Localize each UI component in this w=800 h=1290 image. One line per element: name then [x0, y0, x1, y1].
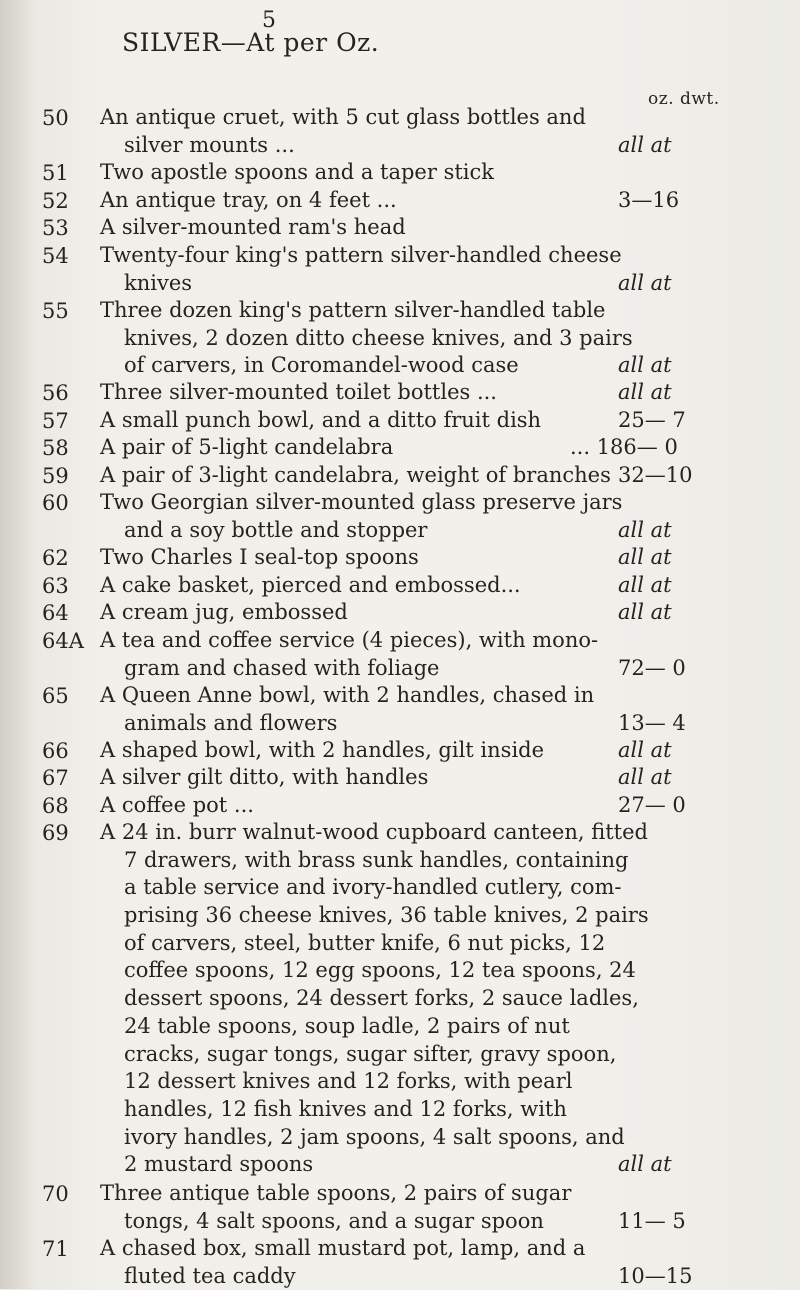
- lot-description: [100, 682, 608, 737]
- lot-description: [100, 104, 608, 159]
- lot-price: 25— 7: [618, 408, 686, 432]
- lot-price: ... 186— 0: [570, 435, 678, 459]
- lot-price: 3—16: [618, 188, 680, 212]
- lot-price: all at: [618, 517, 672, 542]
- price-column-header: oz. dwt.: [648, 89, 720, 109]
- description-line: 24 table spoons, soup ladle, 2 pairs of nut: [124, 1013, 570, 1038]
- lot-description: [100, 462, 611, 490]
- lot-description: [100, 1235, 608, 1290]
- lot-number: 71: [42, 1237, 69, 1261]
- lot-description: [100, 572, 608, 600]
- lot-price: all at: [618, 353, 672, 378]
- description-line: of carvers, in Coromandel-wood case: [124, 353, 519, 378]
- lot-number: 54: [42, 244, 69, 268]
- lot-price: 11— 5: [618, 1208, 686, 1233]
- lot-number: 65: [42, 684, 69, 708]
- lot-description: [100, 434, 608, 462]
- lot-number: 63: [42, 574, 69, 598]
- lot-price: 10—15: [618, 1263, 693, 1288]
- description-line: dessert spoons, 24 dessert forks, 2 sauce ladles,: [124, 986, 639, 1011]
- description-line: An antique tray, on 4 feet ...: [100, 188, 397, 212]
- lot-number: 53: [42, 216, 69, 240]
- lot-description: [100, 242, 622, 297]
- description-line: 7 drawers, with brass sunk handles, containing: [124, 847, 629, 872]
- lot-number: 70: [42, 1182, 69, 1206]
- lot-price: all at: [618, 1152, 672, 1177]
- lot-description: [100, 544, 608, 572]
- description-line: A tea and coffee service (4 pieces), with mono-: [100, 628, 599, 652]
- description-line: A silver gilt ditto, with handles: [100, 765, 429, 789]
- description-line: gram and chased with foliage: [124, 655, 440, 680]
- lot-description: [100, 627, 608, 682]
- description-line: An antique cruet, with 5 cut glass bottles and: [100, 105, 586, 129]
- lot-price: 72— 0: [618, 655, 686, 680]
- lot-price: 27— 0: [618, 793, 686, 817]
- description-line: coffee spoons, 12 egg spoons, 12 tea spoons, 24: [124, 958, 636, 983]
- description-line: fluted tea caddy: [124, 1263, 296, 1288]
- lot-description: [100, 792, 608, 820]
- lot-number: 66: [42, 739, 69, 763]
- description-line: A Queen Anne bowl, with 2 handles, chased in: [100, 683, 595, 707]
- lot-number: 51: [42, 161, 69, 185]
- description-line: A pair of 3-light candelabra, weight of branches: [100, 463, 611, 487]
- description-line: 12 dessert knives and 12 forks, with pearl: [124, 1069, 573, 1094]
- description-line: Three antique table spoons, 2 pairs of sugar: [100, 1181, 572, 1205]
- description-line: A chased box, small mustard pot, lamp, and a: [100, 1236, 586, 1260]
- lot-price: all at: [618, 545, 672, 569]
- description-line: Two apostle spoons and a taper stick: [100, 160, 494, 184]
- description-line: A small punch bowl, and a ditto fruit dish: [100, 408, 542, 432]
- description-line: A silver-mounted ram's head: [100, 215, 406, 239]
- lot-description: [100, 599, 608, 627]
- description-line: Two Charles I seal-top spoons: [100, 545, 419, 569]
- lot-description: [100, 764, 608, 792]
- lot-price: all at: [618, 270, 672, 295]
- lot-price: 13— 4: [618, 710, 686, 735]
- page-number: 5: [262, 8, 276, 33]
- lot-number: 55: [42, 299, 69, 323]
- lot-number: 59: [42, 464, 69, 488]
- lot-number: 64: [42, 601, 69, 625]
- lot-description: [100, 214, 608, 242]
- lot-price: all at: [618, 600, 672, 624]
- description-line: cracks, sugar tongs, sugar sifter, gravy spoon,: [124, 1041, 617, 1066]
- description-line: ivory handles, 2 jam spoons, 4 salt spoons, and: [124, 1124, 625, 1149]
- lot-number: 68: [42, 794, 69, 818]
- description-line: Two Georgian silver-mounted glass preserve jars: [100, 490, 623, 514]
- page-heading: SILVER—At per Oz.: [122, 28, 380, 57]
- description-line: Three silver-mounted toilet bottles ...: [100, 380, 497, 404]
- description-line: A 24 in. burr walnut-wood cupboard canteen, fitted: [100, 820, 648, 844]
- lot-price: all at: [618, 380, 672, 404]
- description-line: prising 36 cheese knives, 36 table knives, 2 pairs: [124, 903, 649, 928]
- description-line: 2 mustard spoons: [124, 1152, 314, 1177]
- lot-number: 60: [42, 491, 69, 515]
- lot-number: 56: [42, 381, 69, 405]
- lot-number: 50: [42, 106, 69, 130]
- lot-price: all at: [618, 132, 672, 157]
- description-line: A cake basket, pierced and embossed...: [100, 573, 521, 597]
- page-edge-shadow: [0, 0, 36, 1289]
- lot-price: 32—10: [618, 463, 693, 487]
- lot-description: [100, 489, 623, 544]
- lot-number: 58: [42, 436, 69, 460]
- lot-description: [100, 737, 608, 765]
- lot-description: [100, 379, 608, 407]
- lot-number: 69: [42, 821, 69, 845]
- description-line: A shaped bowl, with 2 handles, gilt inside: [100, 738, 545, 762]
- description-line: Twenty-four king's pattern silver-handled cheese: [100, 243, 622, 267]
- description-line: tongs, 4 salt spoons, and a sugar spoon: [124, 1208, 544, 1233]
- lot-number: 57: [42, 409, 69, 433]
- description-line: silver mounts ...: [124, 132, 295, 157]
- description-line: a table service and ivory-handled cutlery, com-: [124, 875, 622, 900]
- description-line: A coffee pot ...: [100, 793, 254, 817]
- description-line: A pair of 5-light candelabra: [100, 435, 394, 459]
- description-line: knives: [124, 270, 193, 295]
- description-line: of carvers, steel, butter knife, 6 nut picks, 12: [124, 930, 606, 955]
- description-line: Three dozen king's pattern silver-handled table: [100, 298, 606, 322]
- description-line: animals and flowers: [124, 710, 338, 735]
- lot-price: all at: [618, 573, 672, 597]
- lot-number: 62: [42, 546, 69, 570]
- lot-description: [100, 1180, 608, 1235]
- description-line: knives, 2 dozen ditto cheese knives, and 3 pairs: [124, 325, 633, 350]
- lot-description: [100, 159, 608, 187]
- lot-description: [100, 187, 608, 215]
- lot-description: [100, 407, 608, 435]
- description-line: handles, 12 fish knives and 12 forks, with: [124, 1096, 567, 1121]
- lot-description: [100, 297, 633, 380]
- lot-number: 52: [42, 189, 69, 213]
- lot-price: all at: [618, 738, 672, 762]
- description-line: A cream jug, embossed: [100, 600, 348, 624]
- description-line: and a soy bottle and stopper: [124, 517, 428, 542]
- lot-price: all at: [618, 765, 672, 789]
- lot-number: 64A: [42, 629, 84, 653]
- lot-number: 67: [42, 766, 69, 790]
